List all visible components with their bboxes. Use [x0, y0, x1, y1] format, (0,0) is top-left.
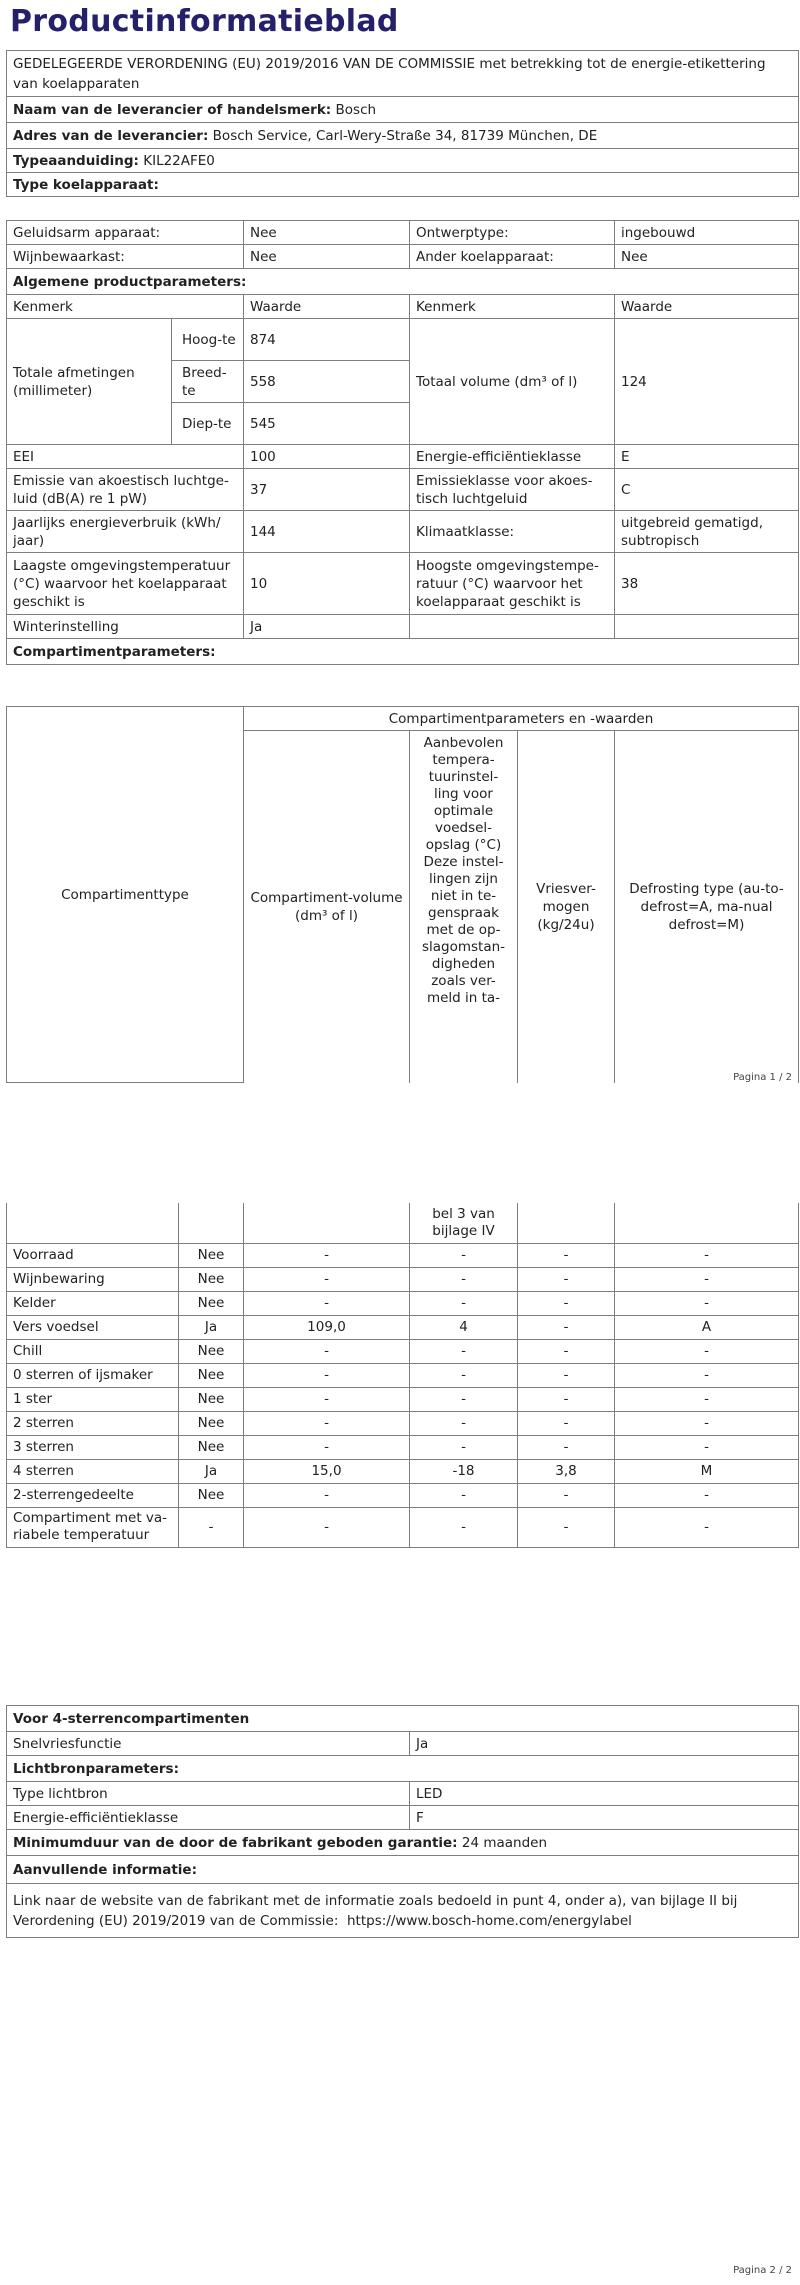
compartment-present: Nee — [179, 1267, 244, 1291]
compartment-name: Chill — [7, 1339, 179, 1363]
additional-row — [7, 1884, 799, 1938]
compartment-row — [7, 1483, 799, 1507]
general-row — [7, 553, 799, 615]
model-label: Typeaanduiding: — [13, 152, 139, 169]
compartment-volume: 15,0 — [244, 1459, 410, 1483]
general-row — [7, 511, 799, 553]
compartment-name: 0 sterren of ijsmaker — [7, 1363, 179, 1387]
compartment-name: 2-sterrengedeelte — [7, 1483, 179, 1507]
general-value: 100 — [244, 445, 410, 469]
supplier-row — [7, 97, 799, 123]
extra-table — [6, 1705, 799, 1938]
general-key: Laagste omgevingstemperatuur (°C) waarvoor het koelapparaat geschikt is — [7, 553, 244, 615]
type-key: Geluidsarm apparaat: — [7, 221, 244, 245]
compartment-temp: - — [410, 1435, 518, 1459]
compartment-row — [7, 1363, 799, 1387]
general-key: Emissie van akoestisch luchtge-luid (dB(A) re 1 pW) — [7, 469, 244, 511]
type-value: Nee — [615, 245, 799, 269]
light-header: Lichtbronparameters: — [7, 1756, 799, 1782]
additional-text: Link naar de website van de fabrikant met de informatie zoals bedoeld in punt 4, onder a), van bijlage II bij Verordening (EU) 2019/2019 van de Commissie: — [13, 1892, 738, 1929]
general-value: 38 — [615, 553, 799, 615]
compartment-volume: - — [244, 1387, 410, 1411]
type-row — [7, 221, 799, 245]
compartment-defrost: - — [615, 1387, 799, 1411]
compartment-row — [7, 1267, 799, 1291]
light-class-value: F — [410, 1806, 799, 1830]
compartment-name: 1 ster — [7, 1387, 179, 1411]
compartment-freeze: - — [518, 1411, 615, 1435]
general-key: Energie-efficiëntieklasse — [410, 445, 615, 469]
general-key: Winterinstelling — [7, 615, 244, 639]
compartment-volume: - — [244, 1363, 410, 1387]
general-value: 144 — [244, 511, 410, 553]
compartment-row — [7, 1315, 799, 1339]
compartment-present: - — [179, 1507, 244, 1547]
compartment-present: Nee — [179, 1291, 244, 1315]
header-table — [6, 50, 799, 197]
compartment-freeze: - — [518, 1507, 615, 1547]
compartment-freeze: 3,8 — [518, 1459, 615, 1483]
compartment-freeze: - — [518, 1483, 615, 1507]
compartment-temp: - — [410, 1267, 518, 1291]
model-value: KIL22AFE0 — [143, 152, 215, 169]
column-header: Waarde — [244, 295, 410, 319]
general-value: 37 — [244, 469, 410, 511]
compartment-name: Kelder — [7, 1291, 179, 1315]
compartment-defrost: - — [615, 1291, 799, 1315]
model-row — [7, 149, 799, 173]
compartment-defrost: - — [615, 1243, 799, 1267]
compartment-volume: - — [244, 1291, 410, 1315]
type-key: Wijnbewaarkast: — [7, 245, 244, 269]
compartment-present: Ja — [179, 1315, 244, 1339]
compartment-row — [7, 1507, 799, 1547]
compartment-freeze: - — [518, 1243, 615, 1267]
warranty-label: Minimumduur van de door de fabrikant geboden garantie: — [13, 1834, 458, 1851]
general-value: 10 — [244, 553, 410, 615]
column-header: Kenmerk — [7, 295, 244, 319]
compartment-temp: - — [410, 1387, 518, 1411]
compartment-defrost: M — [615, 1459, 799, 1483]
warranty-row — [7, 1830, 799, 1856]
compartment-temp: - — [410, 1507, 518, 1547]
compartment-temp: -18 — [410, 1459, 518, 1483]
compartment-row — [7, 1243, 799, 1267]
compartment-temp: - — [410, 1411, 518, 1435]
general-key — [410, 615, 615, 639]
compartment-name: Compartiment met va-riabele temperatuur — [7, 1507, 179, 1547]
page-1 — [0, 0, 800, 1105]
compartment-present: Nee — [179, 1387, 244, 1411]
compartment-freeze: - — [518, 1267, 615, 1291]
compartment-name: Voorraad — [7, 1243, 179, 1267]
energylabel-link[interactable]: https://www.bosch-home.com/energylabel — [347, 1912, 632, 1929]
type-value: ingebouwd — [615, 221, 799, 245]
general-key: Emissieklasse voor akoes-tisch luchtgeluid — [410, 469, 615, 511]
address-value: Bosch Service, Carl-Wery-Straße 34, 81739 München, DE — [212, 127, 598, 144]
general-columns — [7, 295, 799, 319]
compartment-present: Nee — [179, 1339, 244, 1363]
type-value: Nee — [244, 221, 410, 245]
general-row — [7, 469, 799, 511]
compartment-volume: - — [244, 1411, 410, 1435]
compartment-freeze: - — [518, 1435, 615, 1459]
regulation-text: GEDELEGEERDE VERORDENING (EU) 2019/2016 VAN DE COMMISSIE met betrekking tot de energie-etikettering van koelapparaten — [7, 51, 799, 97]
compartment-defrost: - — [615, 1435, 799, 1459]
compartment-temp: - — [410, 1291, 518, 1315]
compartment-temp: - — [410, 1243, 518, 1267]
general-key: EEI — [7, 445, 244, 469]
volume-label: Totaal volume (dm³ of l) — [410, 319, 615, 445]
general-value: Ja — [244, 615, 410, 639]
dimension-row — [7, 319, 799, 361]
compartment-row — [7, 1411, 799, 1435]
compartment-present: Nee — [179, 1483, 244, 1507]
general-key: Jaarlijks energieverbruik (kWh/ jaar) — [7, 511, 244, 553]
general-key: Hoogste omgevingstempe-ratuur (°C) waarvoor het koelapparaat geschikt is — [410, 553, 615, 615]
compartment-rows — [7, 1243, 799, 1547]
type-key: Ander koelapparaat: — [410, 245, 615, 269]
compartment-params-header: Compartimentparameters en -waarden — [244, 707, 799, 731]
general-table — [6, 268, 799, 665]
freeze-header: Vriesver-mogen (kg/24u) — [518, 731, 615, 1083]
temp-header: Aanbevolen tempera-tuurinstel-ling voor optimale voedsel-opslag (°C) Deze instel-lingen zijn niet in te-genspraak met de op-slagomstan-digheden zoals ver-meld in ta- — [410, 731, 518, 1083]
defrost-header: Defrosting type (au-to-defrost=A, ma-nual defrost=M) — [615, 731, 799, 1083]
volume-value: 124 — [615, 319, 799, 445]
fast-freeze-label: Snelvriesfunctie — [7, 1732, 410, 1756]
general-value: uitgebreid gematigd, subtropisch — [615, 511, 799, 553]
compartment-freeze: - — [518, 1339, 615, 1363]
compartment-defrost: - — [615, 1483, 799, 1507]
supplier-value: Bosch — [335, 101, 377, 118]
general-value — [615, 615, 799, 639]
compartment-temp: - — [410, 1339, 518, 1363]
light-class-label: Energie-efficiëntieklasse — [7, 1806, 410, 1830]
compartment-header-table — [6, 706, 799, 1083]
compartment-present: Nee — [179, 1243, 244, 1267]
depth-label: Diep-te — [172, 403, 244, 445]
compartment-freeze: - — [518, 1363, 615, 1387]
fast-freeze-value: Ja — [410, 1732, 799, 1756]
general-header: Algemene productparameters: — [7, 269, 799, 295]
general-value: E — [615, 445, 799, 469]
column-header: Waarde — [615, 295, 799, 319]
document-title: Productinformatieblad — [10, 4, 399, 39]
compartment-volume: - — [244, 1339, 410, 1363]
supplier-label: Naam van de leverancier of handelsmerk: — [13, 101, 332, 118]
compartment-defrost: - — [615, 1267, 799, 1291]
page-number: Pagina 1 / 2 — [733, 1072, 792, 1083]
compartment-present: Nee — [179, 1411, 244, 1435]
compartment-defrost: - — [615, 1411, 799, 1435]
general-row — [7, 615, 799, 639]
type-table — [6, 220, 799, 269]
compartment-row — [7, 1459, 799, 1483]
width-value: 558 — [244, 361, 410, 403]
compartment-name: 3 sterren — [7, 1435, 179, 1459]
depth-value: 545 — [244, 403, 410, 445]
compartment-name: 4 sterren — [7, 1459, 179, 1483]
additional-header: Aanvullende informatie: — [7, 1856, 799, 1884]
height-label: Hoog-te — [172, 319, 244, 361]
type-key: Ontwerptype: — [410, 221, 615, 245]
compartment-row — [7, 1435, 799, 1459]
general-value: C — [615, 469, 799, 511]
compartment-volume: - — [244, 1483, 410, 1507]
compartment-defrost: - — [615, 1507, 799, 1547]
compartment-type-header: Compartimenttype — [7, 707, 244, 1083]
compartment-defrost: - — [615, 1339, 799, 1363]
page-number: Pagina 2 / 2 — [733, 2265, 792, 2276]
compartment-volume: - — [244, 1243, 410, 1267]
compartment-volume: - — [244, 1267, 410, 1291]
compartment-freeze: - — [518, 1291, 615, 1315]
light-type-label: Type lichtbron — [7, 1782, 410, 1806]
page-2 — [0, 1105, 800, 2285]
type-value: Nee — [244, 245, 410, 269]
compartment-name: 2 sterren — [7, 1411, 179, 1435]
four-star-header: Voor 4-sterrencompartimenten — [7, 1706, 799, 1732]
compartment-defrost: - — [615, 1363, 799, 1387]
compartment-freeze: - — [518, 1387, 615, 1411]
type-header: Type koelapparaat: — [7, 173, 799, 197]
compartment-row — [7, 1291, 799, 1315]
address-label: Adres van de leverancier: — [13, 127, 209, 144]
light-type-value: LED — [410, 1782, 799, 1806]
compartment-temp: - — [410, 1483, 518, 1507]
compartment-volume: - — [244, 1507, 410, 1547]
type-row — [7, 245, 799, 269]
compartment-temp: 4 — [410, 1315, 518, 1339]
warranty-value: 24 maanden — [461, 1834, 548, 1851]
compartment-volume: - — [244, 1435, 410, 1459]
compartment-volume: 109,0 — [244, 1315, 410, 1339]
compartment-temp: - — [410, 1363, 518, 1387]
compartment-name: Wijnbewaring — [7, 1267, 179, 1291]
volume-header: Compartiment-volume (dm³ of l) — [244, 731, 410, 1083]
address-row — [7, 123, 799, 149]
compartment-table — [6, 1203, 799, 1548]
compartment-present: Ja — [179, 1459, 244, 1483]
compartment-present: Nee — [179, 1435, 244, 1459]
compartment-row — [7, 1387, 799, 1411]
dimensions-label: Totale afmetingen (millimeter) — [7, 319, 172, 445]
general-key: Klimaatklasse: — [410, 511, 615, 553]
compartment-row — [7, 1339, 799, 1363]
compartment-defrost: A — [615, 1315, 799, 1339]
general-row — [7, 445, 799, 469]
compartment-freeze: - — [518, 1315, 615, 1339]
column-header: Kenmerk — [410, 295, 615, 319]
compartment-header: Compartimentparameters: — [7, 639, 799, 665]
width-label: Breed-te — [172, 361, 244, 403]
temp-header-cont: bel 3 van bijlage IV — [410, 1203, 518, 1243]
compartment-present: Nee — [179, 1363, 244, 1387]
compartment-name: Vers voedsel — [7, 1315, 179, 1339]
height-value: 874 — [244, 319, 410, 361]
